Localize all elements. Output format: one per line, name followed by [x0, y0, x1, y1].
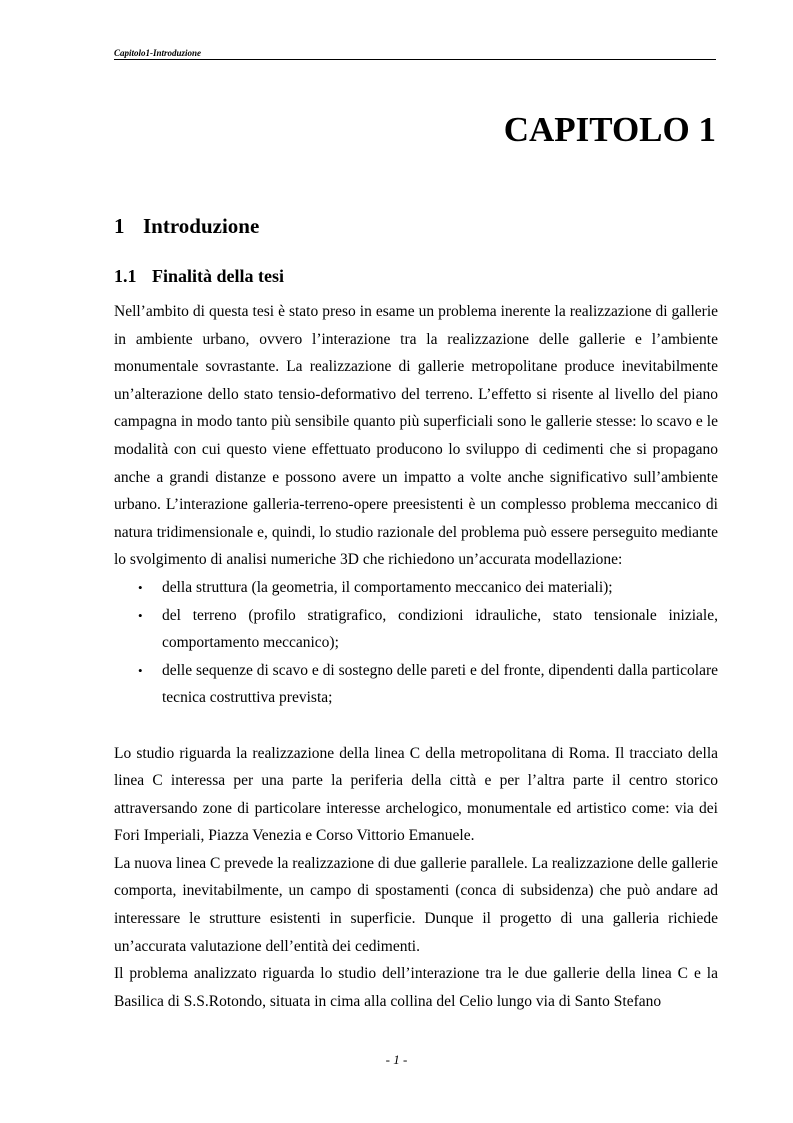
- section-heading: [114, 212, 259, 240]
- bullet-icon: •: [138, 579, 143, 595]
- bullet-icon: •: [138, 662, 143, 678]
- running-header: Capitolo1-Introduzione: [114, 48, 716, 60]
- bullet-text: delle sequenze di scavo e di sostegno delle pareti e del fronte, dipendenti dalla particolare tecnica costruttiva prevista;: [162, 661, 718, 707]
- bullet-text: del terreno (profilo stratigrafico, condizioni idrauliche, stato tensionale iniziale, comportamento meccanico);: [162, 606, 718, 652]
- bullet-list: [114, 574, 718, 712]
- bullet-item: [114, 602, 718, 657]
- page-number: - 1 -: [385, 1052, 408, 1067]
- subsection-heading: [114, 264, 284, 288]
- subsection-title: Finalità della tesi: [152, 266, 284, 286]
- section-number: 1: [114, 214, 125, 238]
- paragraph: Lo studio riguarda la realizzazione della linea C della metropolitana di Roma. Il tracciato della linea C interessa per una parte la periferia della città e per l’altra parte il centro storico attraversando zone di particolare interesse archelogico, monumentale ed artistico come: via dei Fori Imperiali, Piazza Venezia e Corso Vittorio Emanuele.: [114, 744, 718, 845]
- chapter-title: CAPITOLO 1: [503, 110, 716, 149]
- bullet-text: della struttura (la geometria, il comportamento meccanico dei materiali);: [162, 578, 613, 596]
- section-title: Introduzione: [143, 214, 260, 238]
- paragraph: Nell’ambito di questa tesi è stato preso in esame un problema inerente la realizzazione di gallerie in ambiente urbano, ovvero l’interazione tra la realizzazione delle gallerie e l’ambiente monumentale sovrastante. La realizzazione di gallerie metropolitane produce inevitabilmente un’alterazione dello stato tensio-deformativo del terreno. L’effetto si risente al livello del piano campagna in modo tanto più sensibile quanto più superficiali sono le gallerie stesse: lo scavo e le modalità con cui questo viene effettuato producono lo sviluppo di cedimenti che si propagano anche a grandi distanze e possono avere un impatto a volte anche significativo sull’ambiente urbano. L’interazione galleria-terreno-opere preesistenti è un complesso problema meccanico di natura tridimensionale e, quindi, lo studio razionale del problema può essere perseguito mediante lo svolgimento di analisi numeriche 3D che richiedono un’accurata modellazione:: [114, 303, 718, 569]
- body-text: [114, 298, 718, 1015]
- subsection-number: 1.1: [114, 266, 137, 286]
- paragraph: La nuova linea C prevede la realizzazione di due gallerie parallele. La realizzazione delle gallerie comporta, inevitabilmente, un campo di spostamenti (conca di subsidenza) che può andare ad interessare le strutture esistenti in superficie. Dunque il progetto di una galleria richiede un’accurata valutazione dell’entità dei cedimenti.: [114, 854, 718, 955]
- bullet-item: [114, 657, 718, 712]
- paragraph-gap: [114, 712, 718, 740]
- bullet-icon: •: [138, 607, 143, 623]
- paragraph: Il problema analizzato riguarda lo studio dell’interazione tra le due gallerie della linea C e la Basilica di S.S.Rotondo, situata in cima alla collina del Celio lungo via di Santo Stefano: [114, 965, 718, 1010]
- bullet-item: [114, 574, 718, 602]
